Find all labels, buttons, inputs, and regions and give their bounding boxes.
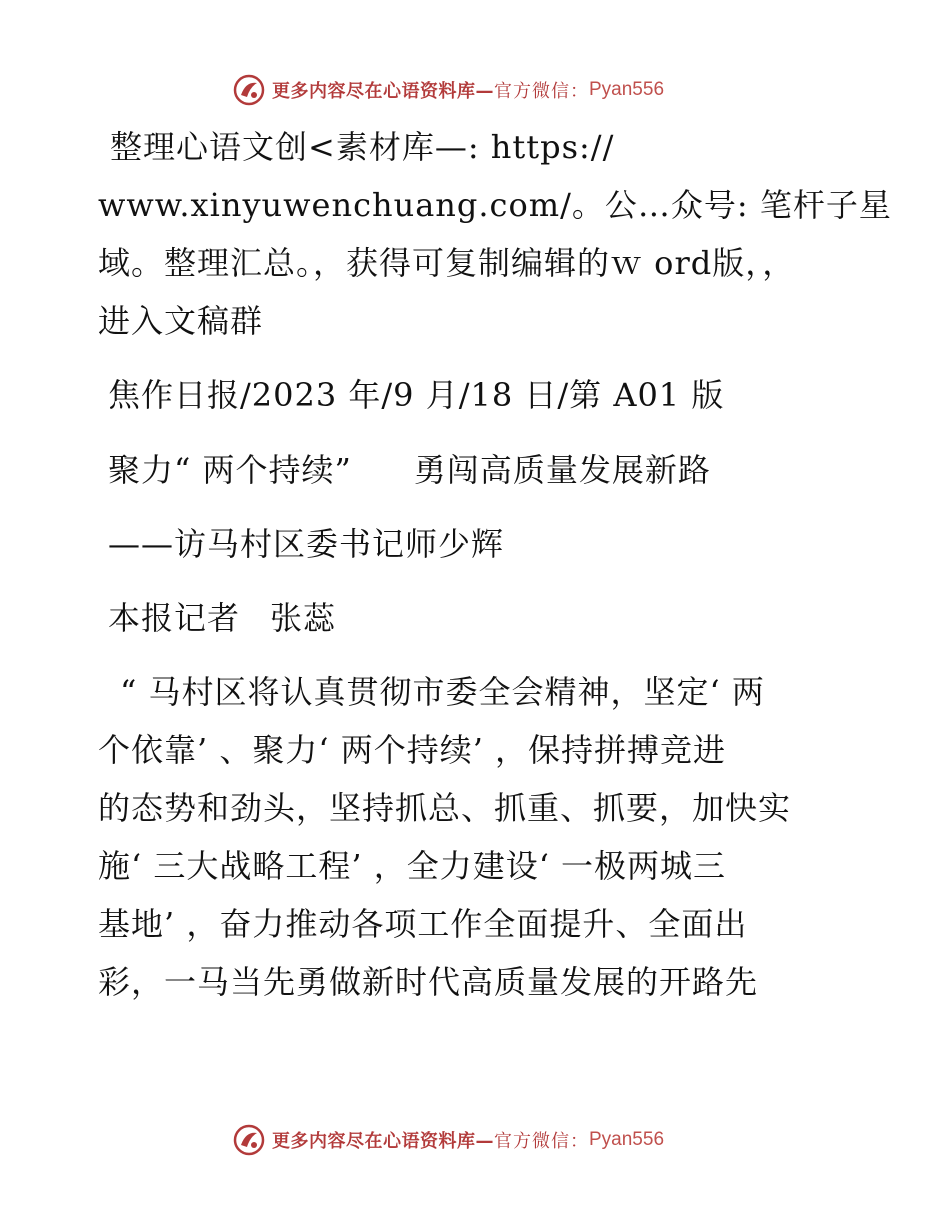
- byline-name: 张蕊: [270, 599, 337, 637]
- body-line: “ 马村区将认真贯彻市委全会精神，坚定‘ 两: [120, 673, 765, 711]
- watermark-banner-top: [232, 72, 664, 108]
- watermark-text: 更多内容尽在心语资料库—: [272, 1131, 494, 1152]
- watermark-wechat-label: 官方微信：: [494, 81, 589, 102]
- body-line: 个依靠’ 、聚力‘ 两个持续’ ，保持拼搏竞进: [98, 731, 727, 769]
- xinyu-logo-icon: [232, 73, 266, 107]
- body-line: 基地’ ，奋力推动各项工作全面提升、全面出: [98, 905, 748, 943]
- headline-part-1: 聚力“ 两个持续”: [108, 451, 352, 489]
- article-body-paragraph: [98, 663, 843, 1011]
- watermark-banner-bottom: [232, 1122, 664, 1158]
- article-byline: [108, 589, 848, 647]
- body-line: 的态势和劲头，坚持抓总、抓重、抓要，加快实: [98, 789, 792, 827]
- byline-label: 本报记者: [108, 599, 241, 637]
- xinyu-logo-icon: [232, 1123, 266, 1157]
- body-line: 彩，一马当先勇做新时代高质量发展的开路先: [98, 963, 759, 1001]
- watermark-wechat-id: Pyan556: [589, 1129, 665, 1150]
- intro-line-3: 域。整理汇总。，获得可复制编辑的ｗ ord版，，: [98, 244, 796, 282]
- publication-meta: 焦作日报/2023 年/9 月/18 日/第 A01 版: [108, 376, 725, 414]
- body-line: 施‘ 三大战略工程’ ，全力建设‘ 一极两城三: [98, 847, 727, 885]
- intro-line-4: 进入文稿群: [98, 302, 264, 340]
- intro-line-2: www.xinyuwenchuang.com/。公…众号: 笔杆子星: [98, 186, 892, 224]
- watermark-text: 更多内容尽在心语资料库—: [272, 81, 494, 102]
- article-headline: [108, 441, 848, 499]
- headline-part-2: 勇闯高质量发展新路: [413, 451, 711, 489]
- intro-paragraph: [98, 118, 892, 350]
- article-subheadline: ——访马村区委书记师少辉: [108, 525, 505, 563]
- watermark-wechat-label: 官方微信：: [494, 1131, 589, 1152]
- watermark-wechat-id: Pyan556: [589, 79, 665, 100]
- intro-line-1: 整理心语文创<素材库—: https://: [110, 128, 615, 166]
